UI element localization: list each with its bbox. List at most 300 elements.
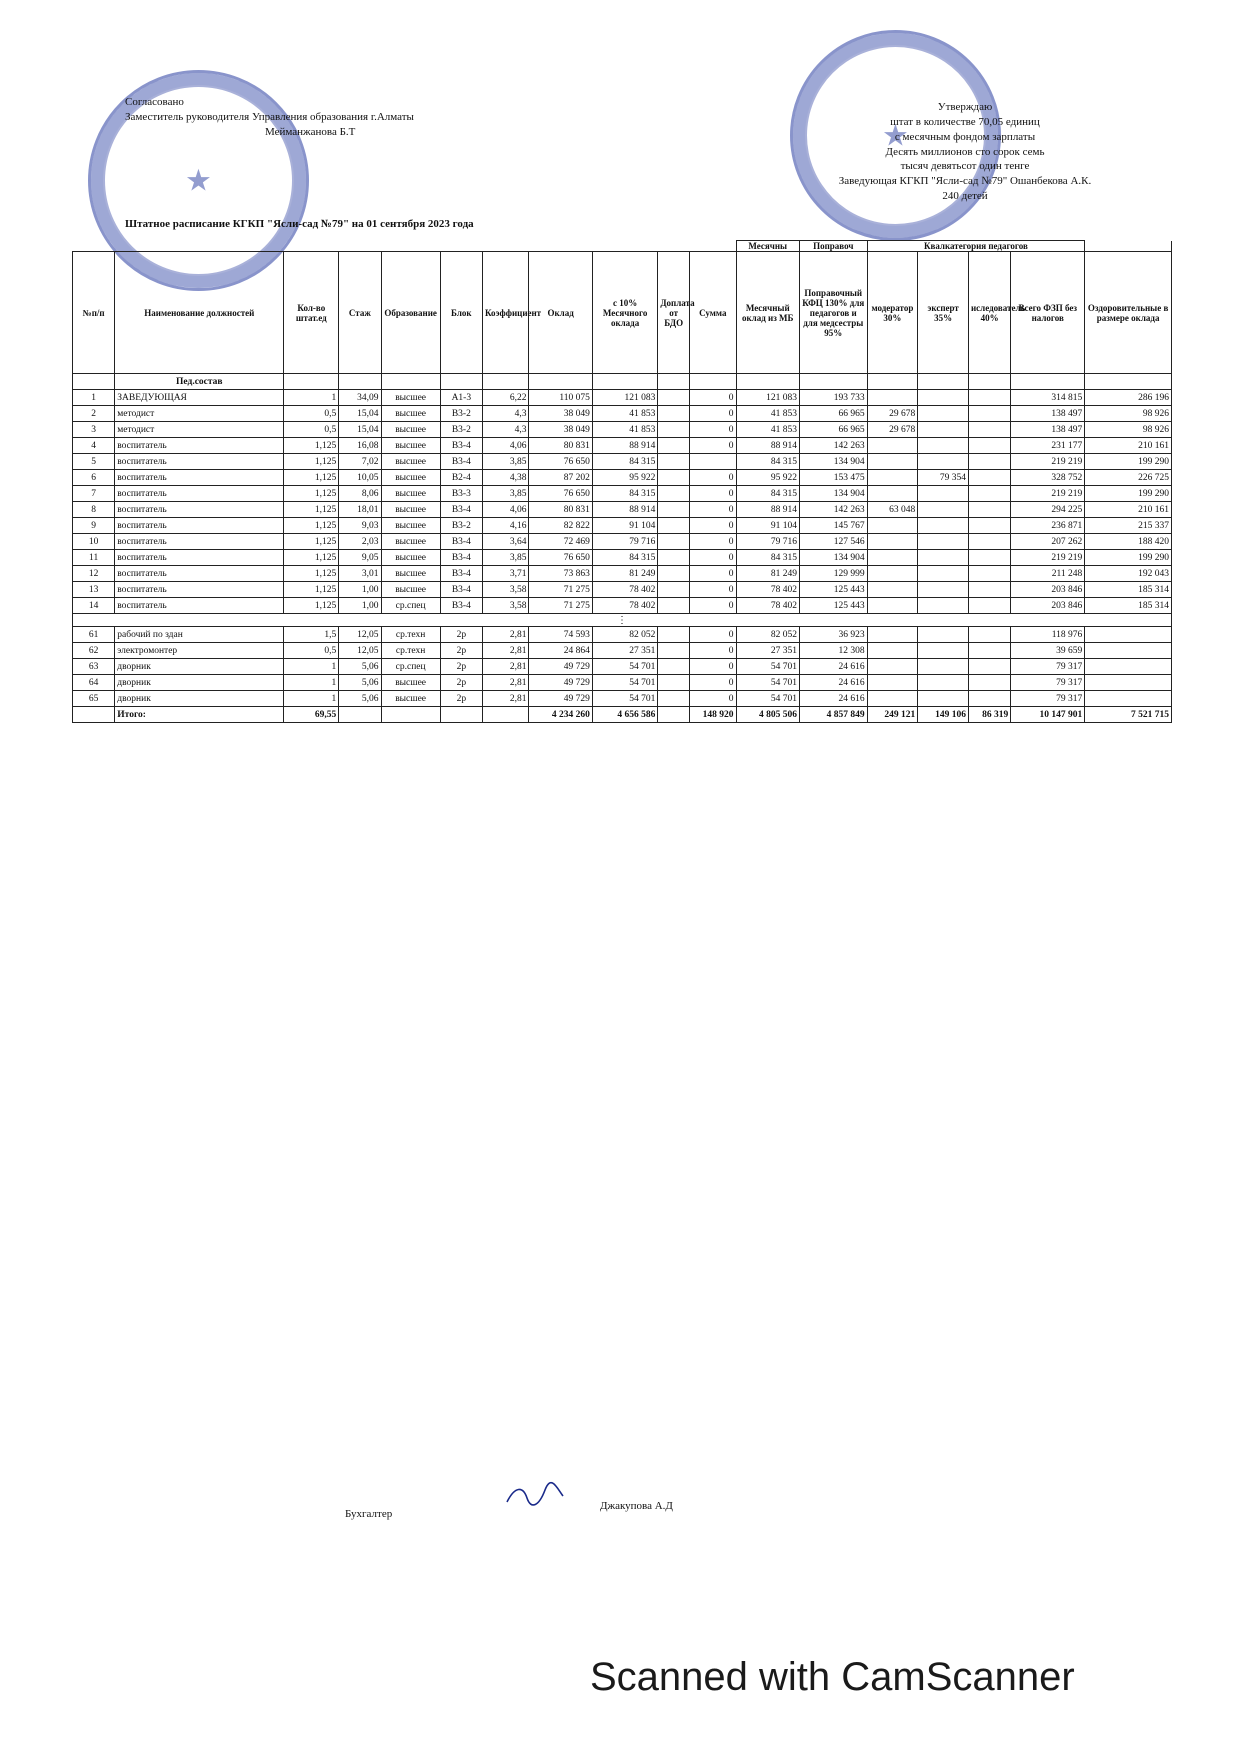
table-cell [867, 470, 918, 486]
table-cell: ср.спец [381, 659, 440, 675]
table-cell: высшее [381, 566, 440, 582]
approval-right-line: Заведующая КГКП "Ясли-сад №79" Ошанбекова А.К. [838, 175, 1092, 188]
table-cell [867, 627, 918, 643]
table-cell [658, 675, 690, 691]
table-cell: 219 219 [1011, 550, 1085, 566]
table-cell: высшее [381, 550, 440, 566]
table-cell: 121 083 [592, 390, 658, 406]
table-cell: 0,5 [284, 422, 339, 438]
table-cell [381, 707, 440, 723]
table-cell: 41 853 [592, 406, 658, 422]
table-cell: 49 729 [529, 675, 592, 691]
table-cell: 78 402 [736, 582, 799, 598]
table-cell: 2,81 [482, 691, 528, 707]
table-cell: 61 [73, 627, 115, 643]
table-cell: 1,125 [284, 470, 339, 486]
table-cell: 11 [73, 550, 115, 566]
table-cell: 215 337 [1085, 518, 1172, 534]
approval-right-line: Утверждаю [937, 101, 993, 113]
table-cell [658, 454, 690, 470]
table-cell: 84 315 [592, 454, 658, 470]
table-cell: 0 [690, 566, 737, 582]
table-cell: 79 716 [736, 534, 799, 550]
table-cell: 64 [73, 675, 115, 691]
table-cell: 9,05 [339, 550, 381, 566]
table-row [73, 470, 1172, 486]
handwritten-signature [505, 1484, 565, 1508]
table-cell [969, 675, 1011, 691]
staff-schedule-table [72, 240, 1172, 723]
table-cell: 210 161 [1085, 502, 1172, 518]
table-cell: 69,55 [284, 707, 339, 723]
table-cell: 294 225 [1011, 502, 1085, 518]
table-cell [969, 598, 1011, 614]
table-cell: 2р [440, 691, 482, 707]
table-cell: 2,81 [482, 643, 528, 659]
table-cell: 38 049 [529, 406, 592, 422]
table-cell [918, 566, 969, 582]
table-cell: высшее [381, 502, 440, 518]
approval-right-line: с месячным фондом зарплаты [894, 130, 1036, 143]
total-row [73, 707, 1172, 723]
table-cell: 15,04 [339, 406, 381, 422]
table-cell: 4,06 [482, 438, 528, 454]
table-row [73, 643, 1172, 659]
table-cell: 84 315 [592, 486, 658, 502]
table-row [73, 550, 1172, 566]
table-cell: 127 546 [799, 534, 867, 550]
table-cell: 10 [73, 534, 115, 550]
table-cell: 0 [690, 598, 737, 614]
table-cell: 78 402 [592, 598, 658, 614]
table-cell: В3-2 [440, 422, 482, 438]
table-cell: 199 290 [1085, 486, 1172, 502]
table-cell: 88 914 [592, 502, 658, 518]
table-cell: А1-3 [440, 390, 482, 406]
table-cell: 1,125 [284, 550, 339, 566]
table-cell: высшее [381, 406, 440, 422]
table-cell: высшее [381, 438, 440, 454]
table-cell: высшее [381, 691, 440, 707]
table-row [73, 486, 1172, 502]
table-cell: 91 104 [592, 518, 658, 534]
table-cell: 1,125 [284, 454, 339, 470]
table-cell: 0 [690, 643, 737, 659]
table-cell: 192 043 [1085, 566, 1172, 582]
table-cell [969, 659, 1011, 675]
table-cell: 1 [284, 390, 339, 406]
table-cell: 0 [690, 486, 737, 502]
table-cell: 153 475 [799, 470, 867, 486]
table-cell: 121 083 [736, 390, 799, 406]
table-cell: 188 420 [1085, 534, 1172, 550]
table-cell: 1,125 [284, 518, 339, 534]
table-cell: 1,125 [284, 486, 339, 502]
table-cell [867, 550, 918, 566]
column-header: Сумма [690, 252, 737, 374]
table-row [73, 659, 1172, 675]
table-cell [658, 486, 690, 502]
table-cell: В3-2 [440, 518, 482, 534]
column-header: иследователь 40% [969, 252, 1011, 374]
table-cell: высшее [381, 390, 440, 406]
column-header: с 10% Месячного оклада [592, 252, 658, 374]
table-cell [867, 438, 918, 454]
table-cell: 81 249 [592, 566, 658, 582]
table-cell: 16,08 [339, 438, 381, 454]
position-name-cell: воспитатель [115, 582, 284, 598]
table-cell [1085, 691, 1172, 707]
table-cell [918, 627, 969, 643]
table-cell: 62 [73, 643, 115, 659]
table-cell: высшее [381, 675, 440, 691]
table-cell [918, 659, 969, 675]
table-cell: 0 [690, 582, 737, 598]
approval-left-line: Заместитель руководителя Управления образования г.Алматы [125, 110, 414, 123]
table-cell: 145 767 [799, 518, 867, 534]
table-cell: 12,05 [339, 627, 381, 643]
table-cell: 2,81 [482, 675, 528, 691]
table-cell [918, 550, 969, 566]
table-cell: 54 701 [592, 675, 658, 691]
table-cell: 1 [284, 691, 339, 707]
table-cell: 0,5 [284, 406, 339, 422]
table-cell: 249 121 [867, 707, 918, 723]
table-cell [658, 470, 690, 486]
table-cell: 84 315 [736, 550, 799, 566]
table-cell: 0 [690, 438, 737, 454]
table-cell: ср.спец [381, 598, 440, 614]
table-cell: 1,00 [339, 598, 381, 614]
table-cell: 91 104 [736, 518, 799, 534]
table-cell [918, 534, 969, 550]
table-cell: 207 262 [1011, 534, 1085, 550]
position-name-cell: воспитатель [115, 598, 284, 614]
table-cell: 88 914 [736, 502, 799, 518]
scanner-watermark: Scanned with CamScanner [590, 1655, 1075, 1699]
table-cell: 29 678 [867, 422, 918, 438]
table-cell: высшее [381, 422, 440, 438]
table-cell: 0 [690, 675, 737, 691]
approval-right-line: Десять миллионов сто сорок семь [885, 145, 1045, 158]
table-cell [918, 502, 969, 518]
table-row [73, 627, 1172, 643]
table-cell: 193 733 [799, 390, 867, 406]
table-cell: 39 659 [1011, 643, 1085, 659]
table-cell: 0 [690, 502, 737, 518]
table-cell: 2 [73, 406, 115, 422]
approval-left-line: Мейманжанова Б.Т [265, 125, 356, 138]
table-cell: 1 [284, 675, 339, 691]
table-cell [339, 707, 381, 723]
table-cell: 7,02 [339, 454, 381, 470]
table-cell [658, 691, 690, 707]
table-cell: 3,64 [482, 534, 528, 550]
table-row [73, 534, 1172, 550]
table-cell: 2р [440, 643, 482, 659]
accountant-label: Бухгалтер [345, 1508, 393, 1520]
table-cell: 5,06 [339, 659, 381, 675]
table-cell: 54 701 [592, 659, 658, 675]
table-cell: 134 904 [799, 550, 867, 566]
table-cell [918, 518, 969, 534]
table-cell [969, 534, 1011, 550]
table-cell: ср.техн [381, 643, 440, 659]
table-cell: 219 219 [1011, 486, 1085, 502]
table-cell [867, 598, 918, 614]
table-cell: 185 314 [1085, 598, 1172, 614]
table-cell: 125 443 [799, 582, 867, 598]
table-cell [440, 707, 482, 723]
approval-right-line: 240 детей [942, 190, 988, 203]
table-cell [918, 486, 969, 502]
table-cell: 286 196 [1085, 390, 1172, 406]
table-cell: 314 815 [1011, 390, 1085, 406]
column-header: Доплата от БДО [658, 252, 690, 374]
table-cell [969, 486, 1011, 502]
table-cell [867, 566, 918, 582]
table-cell: 4 857 849 [799, 707, 867, 723]
table-cell: 142 263 [799, 438, 867, 454]
table-cell: 1,5 [284, 627, 339, 643]
table-cell: 80 831 [529, 438, 592, 454]
table-cell: 88 914 [736, 438, 799, 454]
table-cell: В3-4 [440, 438, 482, 454]
table-cell: 1,125 [284, 598, 339, 614]
table-cell: 3,58 [482, 598, 528, 614]
column-header: Оздоровительные в размере оклада [1085, 252, 1172, 374]
table-cell: 0 [690, 691, 737, 707]
table-header-row [73, 252, 1172, 374]
table-cell [867, 643, 918, 659]
table-cell: 211 248 [1011, 566, 1085, 582]
table-cell [969, 438, 1011, 454]
table-cell: 24 864 [529, 643, 592, 659]
table-cell: 84 315 [736, 486, 799, 502]
table-cell: 63 048 [867, 502, 918, 518]
column-header: Блок [440, 252, 482, 374]
table-cell: 148 920 [690, 707, 737, 723]
star-icon: ★ [185, 164, 212, 197]
table-cell: 3,71 [482, 566, 528, 582]
position-name-cell: воспитатель [115, 454, 284, 470]
table-cell: высшее [381, 470, 440, 486]
table-cell: В3-4 [440, 566, 482, 582]
table-cell: 78 402 [592, 582, 658, 598]
table-cell: 1,125 [284, 438, 339, 454]
table-cell: 0 [690, 422, 737, 438]
table-cell: 84 315 [592, 550, 658, 566]
table-cell: 3,85 [482, 454, 528, 470]
table-cell: 0 [690, 659, 737, 675]
table-cell: 6 [73, 470, 115, 486]
table-cell [658, 438, 690, 454]
table-cell: высшее [381, 518, 440, 534]
table-cell: 5 [73, 454, 115, 470]
table-cell: 4 [73, 438, 115, 454]
table-cell: 65 [73, 691, 115, 707]
position-name-cell: электромонтер [115, 643, 284, 659]
column-header: №п/п [73, 252, 115, 374]
position-name-cell: методист [115, 406, 284, 422]
table-cell [867, 390, 918, 406]
omitted-rows-marker: ⋮ [73, 614, 1172, 627]
table-cell [658, 406, 690, 422]
table-cell: 49 729 [529, 691, 592, 707]
table-cell: 4,3 [482, 406, 528, 422]
table-cell [969, 518, 1011, 534]
table-cell: 15,04 [339, 422, 381, 438]
table-cell: 0 [690, 406, 737, 422]
star-icon: ★ [882, 119, 909, 152]
table-cell: 4,38 [482, 470, 528, 486]
table-cell [658, 390, 690, 406]
table-row [73, 598, 1172, 614]
table-cell [969, 627, 1011, 643]
table-cell [658, 598, 690, 614]
table-cell: 24 616 [799, 659, 867, 675]
table-cell [969, 566, 1011, 582]
table-cell: 72 469 [529, 534, 592, 550]
table-cell: 27 351 [736, 643, 799, 659]
table-cell: В3-4 [440, 582, 482, 598]
table-cell [658, 659, 690, 675]
table-row [73, 454, 1172, 470]
table-cell [867, 454, 918, 470]
table-cell: 7 521 715 [1085, 707, 1172, 723]
group-header-monthly: Месячны [736, 241, 799, 252]
table-cell: 1,125 [284, 582, 339, 598]
table-cell [918, 422, 969, 438]
table-cell: ср.техн [381, 627, 440, 643]
table-cell: высшее [381, 582, 440, 598]
position-name-cell: дворник [115, 675, 284, 691]
table-cell [918, 438, 969, 454]
position-name-cell: дворник [115, 691, 284, 707]
table-cell: 199 290 [1085, 550, 1172, 566]
table-cell: 36 923 [799, 627, 867, 643]
table-cell: 1 [73, 390, 115, 406]
table-cell: 110 075 [529, 390, 592, 406]
approval-right-line: штат в количестве 70,05 единиц [890, 115, 1040, 128]
table-cell [658, 518, 690, 534]
approval-right-line: тысяч девятьсот один тенге [900, 160, 1030, 173]
table-cell: 79 317 [1011, 675, 1085, 691]
table-cell: 328 752 [1011, 470, 1085, 486]
table-cell: 10 147 901 [1011, 707, 1085, 723]
table-cell: 142 263 [799, 502, 867, 518]
table-cell: 1 [284, 659, 339, 675]
table-cell: 76 650 [529, 454, 592, 470]
table-cell: 2,81 [482, 627, 528, 643]
table-cell: 7 [73, 486, 115, 502]
group-header-row [73, 241, 1172, 252]
position-name-cell: воспитатель [115, 438, 284, 454]
table-cell: 66 965 [799, 422, 867, 438]
column-header: Стаж [339, 252, 381, 374]
table-cell: 18,01 [339, 502, 381, 518]
table-cell: 125 443 [799, 598, 867, 614]
table-cell: 24 616 [799, 675, 867, 691]
table-cell [867, 518, 918, 534]
table-cell: В3-4 [440, 454, 482, 470]
table-cell: 8 [73, 502, 115, 518]
table-cell: 12,05 [339, 643, 381, 659]
section-label: Пед.состав [115, 374, 284, 390]
table-cell: 76 650 [529, 550, 592, 566]
table-cell [658, 550, 690, 566]
table-row [73, 390, 1172, 406]
table-cell: 1,125 [284, 534, 339, 550]
table-cell: В3-4 [440, 534, 482, 550]
table-cell: 24 616 [799, 691, 867, 707]
table-cell: 4,16 [482, 518, 528, 534]
table-cell: 3,01 [339, 566, 381, 582]
table-cell: 149 106 [918, 707, 969, 723]
table-cell: 49 729 [529, 659, 592, 675]
table-cell: 129 999 [799, 566, 867, 582]
position-name-cell: воспитатель [115, 502, 284, 518]
table-cell [658, 502, 690, 518]
position-name-cell: дворник [115, 659, 284, 675]
table-cell [918, 675, 969, 691]
table-cell: 9,03 [339, 518, 381, 534]
table-row [73, 691, 1172, 707]
table-cell: 79 317 [1011, 659, 1085, 675]
table-cell [969, 643, 1011, 659]
table-cell: 9 [73, 518, 115, 534]
document-title: Штатное расписание КГКП "Ясли-сад №79" на 01 сентября 2023 года [125, 218, 474, 230]
table-row [73, 582, 1172, 598]
table-cell [658, 707, 690, 723]
column-header: эксперт 35% [918, 252, 969, 374]
table-cell [867, 675, 918, 691]
table-cell: 226 725 [1085, 470, 1172, 486]
table-cell: 210 161 [1085, 438, 1172, 454]
table-row [73, 438, 1172, 454]
table-cell: 138 497 [1011, 406, 1085, 422]
table-cell: 54 701 [736, 691, 799, 707]
table-cell [867, 691, 918, 707]
staff-schedule-sheet [72, 240, 1172, 723]
table-cell: 134 904 [799, 454, 867, 470]
table-cell [969, 502, 1011, 518]
table-cell: 199 290 [1085, 454, 1172, 470]
table-row [73, 518, 1172, 534]
table-cell [918, 598, 969, 614]
table-cell: 4,06 [482, 502, 528, 518]
table-cell: 41 853 [736, 406, 799, 422]
table-cell [969, 454, 1011, 470]
column-header: Коэффициент [482, 252, 528, 374]
table-cell: 12 308 [799, 643, 867, 659]
table-cell [690, 454, 737, 470]
table-row [73, 675, 1172, 691]
table-cell: 8,06 [339, 486, 381, 502]
table-cell: 88 914 [592, 438, 658, 454]
table-cell: 0 [690, 518, 737, 534]
table-cell [658, 422, 690, 438]
table-cell [1085, 643, 1172, 659]
table-cell: В3-4 [440, 598, 482, 614]
table-cell [918, 582, 969, 598]
table-cell: 2,03 [339, 534, 381, 550]
table-cell [969, 406, 1011, 422]
table-cell [1085, 659, 1172, 675]
table-cell [658, 534, 690, 550]
approval-left-line: Согласовано [125, 96, 184, 108]
table-cell: 34,09 [339, 390, 381, 406]
